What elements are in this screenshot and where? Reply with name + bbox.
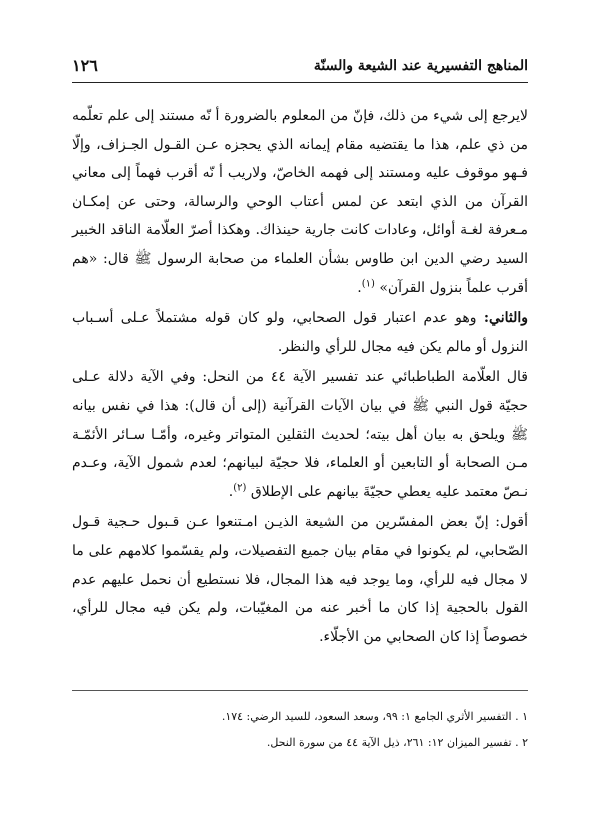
- footnote-1: ١ . التفسير الأثري الجامع ١: ٩٩، وسعد السعود، للسيد الرضي: ١٧٤.: [221, 710, 528, 723]
- footnotes: [72, 704, 528, 756]
- paragraph-tail: .: [357, 279, 362, 296]
- footnote-marker-1: (١): [361, 277, 375, 289]
- paragraph-3: [72, 363, 528, 506]
- footnote-divider: [72, 690, 528, 691]
- page-number: ١٢٦: [72, 56, 98, 75]
- header-divider: [72, 82, 528, 83]
- running-header: [72, 52, 528, 80]
- paragraph-4: [72, 508, 528, 651]
- running-header-title: المناهج التفسيرية عند الشيعة والسنّة: [313, 58, 528, 74]
- footnote-marker-2: (٢): [233, 482, 247, 494]
- footnote-2: ٢ . تفسير الميزان ١٢: ٢٦١، ذيل الآية ٤٤ من سورة النحل.: [266, 736, 528, 749]
- paragraph-tail: .: [228, 483, 234, 500]
- paragraph-text: لايرجع إلى شيء من ذلك، فإنّ من المعلوم بالضرورة أ نّه مستند إلى علم تعلّمه من ذي علم، هذا ما يقتضيه مقام إيمانه الذي يحجزه عـن القـول الجـزاف، وإلّا فـهو موقوف عليه ومستند إلى فهمه الخاصّ، ولاريب أ نّه أقرب فهماً إلى معاني القرآن من الذي ابتعد عن لمس أعتاب الوحي والرسالة، وحتى عن إمكـان مـعرفة لغـة أوائل، وعادات كانت جارية حينذاك. وهكذا أصرّ العلّامة الناقد الخبير السيد رضي الدين ابن طاوس بشأن العلماء من صحابة الرسول ﷺ قال: «هم أقرب علماً بنزول القرآن»: [72, 108, 528, 296]
- main-text: [72, 102, 528, 653]
- paragraph-lead: والثاني:: [483, 310, 528, 327]
- paragraph-2: [72, 304, 528, 361]
- paragraph-text: وهو عدم اعتبار قول الصحابي، ولو كان قوله مشتملاً عـلى أسـباب النزول أو مالم يكن فيه مجال للرأي والنظر.: [72, 310, 528, 355]
- paragraph-text: أقول: إنّ بعض المفسّرين من الشيعة الذيـن امـتنعوا عـن قـبول حـجية قـول الصّحابي، لم يكونوا في مقام بيان جميع التفصيلات، ولم يقسّموا كلامهم على ما لا مجال فيه للرأي، وما يوجد فيه هذا المجال، فلا نستطيع أن نحمل عليهم عدم القول بالحجية إذا كان ما أخبر عنه من المغيّبات، ولم يكن فيه مجال للرأي، خصوصاً إذا كان الصحابي من الأجلّاء.: [72, 514, 528, 645]
- paragraph-text: قال العلّامة الطباطبائي عند تفسير الآية ٤٤ من النحل: وفي الآية دلالة عـلى حجيّة قول النبي ﷺ في بيان الآيات القرآنية (إلى أن قال): هذا في نفس بيانه ﷺ ويلحق به بيان أهل بيته؛ لحديث الثقلين المتواتر وغيره، وأمّـا سـائر الأئمّـة مـن الصحابة أو التابعين أو العلماء، فلا حجيّة لبيانهم؛ لعدم شمول الآية، وعـدم نـصّ معتمد عليه يعطي حجيّةَ بيانهم على الإطلاق: [72, 369, 528, 500]
- paragraph-1: [72, 102, 528, 302]
